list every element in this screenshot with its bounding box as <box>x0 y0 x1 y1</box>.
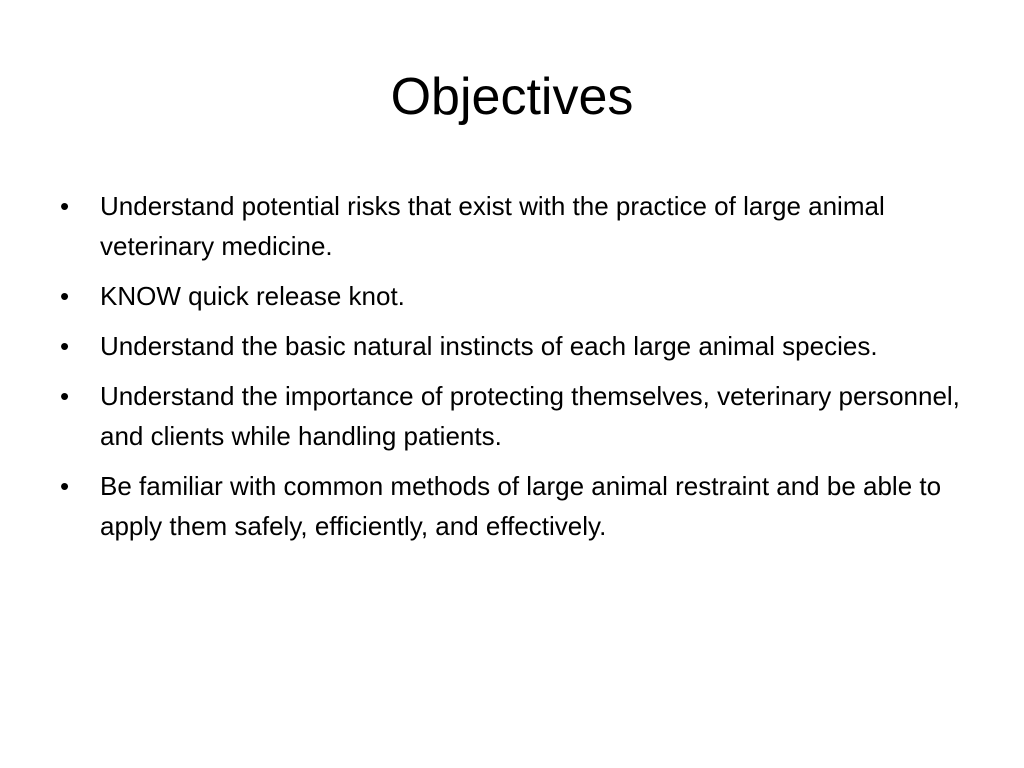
list-item <box>60 326 980 366</box>
list-item <box>60 276 980 316</box>
list-item <box>60 466 980 546</box>
bullet-icon: • <box>60 331 70 361</box>
bullet-text: KNOW quick release knot. <box>100 281 405 311</box>
bullet-text: Understand potential risks that exist with the practice of large animal veterinary medicine. <box>100 191 885 261</box>
bullet-text: Understand the basic natural instincts of each large animal species. <box>100 331 878 361</box>
objectives-list <box>60 186 980 556</box>
bullet-icon: • <box>60 381 70 411</box>
list-item <box>60 376 980 456</box>
slide-title: Objectives <box>390 68 634 126</box>
bullet-icon: • <box>60 471 70 501</box>
bullet-text: Understand the importance of protecting themselves, veterinary personnel, and clients while handling patients. <box>100 381 960 451</box>
bullet-icon: • <box>60 281 70 311</box>
list-item <box>60 186 980 266</box>
bullet-text: Be familiar with common methods of large animal restraint and be able to apply them safely, efficiently, and effectively. <box>100 471 942 541</box>
bullet-icon: • <box>60 191 70 221</box>
